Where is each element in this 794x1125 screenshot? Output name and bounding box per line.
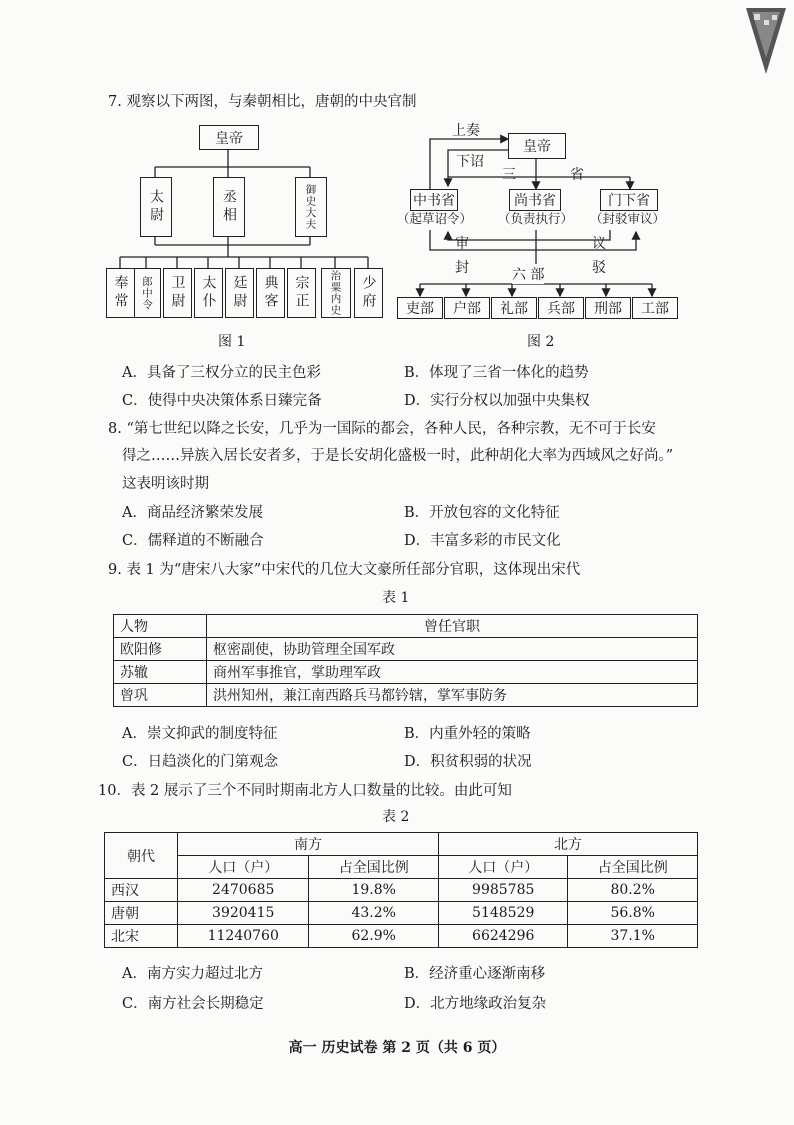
table-cell: 曾巩 [114, 684, 207, 707]
q7-option-a[interactable]: A．具备了三权分立的民主色彩 [122, 365, 321, 381]
figure-1-caption: 图 1 [218, 334, 246, 350]
fig2-liubu-label: 六 部 [512, 264, 544, 284]
table-2-header-north: 北方 [438, 833, 697, 856]
fig2-shangshu-role: （负责执行） [498, 211, 574, 226]
table-cell: 唐朝 [105, 902, 178, 925]
q9-option-d[interactable]: D．积贫积弱的状况 [404, 754, 532, 770]
question-10-stem: 10．表 2 展示了三个不同时期南北方人口数量的比较。由此可知 [98, 783, 512, 799]
fig1-minister-label: 郎中令 [141, 275, 153, 311]
table-1-title: 表 1 [382, 590, 410, 606]
table-cell: 37.1% [568, 925, 698, 948]
fig2-emperor-box: 皇帝 [508, 133, 566, 159]
fig1-chancellor-label: 丞相 [221, 189, 237, 225]
q7-option-c[interactable]: C．使得中央决策体系日臻完备 [122, 393, 322, 409]
table-1 [113, 614, 698, 707]
question-8-line-2: 得之……异族入居长安者多，于是长安胡化盛极一时，此种胡化大率为西域风之好尚。” [122, 448, 674, 464]
fig2-ministry-box: 工部 [632, 297, 678, 319]
fig2-bo-label: 驳 [592, 260, 606, 276]
q8-option-d[interactable]: D．丰富多彩的市民文化 [404, 533, 561, 549]
question-7-stem: 7. 观察以下两图，与秦朝相比，唐朝的中央官制 [108, 94, 417, 110]
table-2-header-ratio: 占全国比例 [309, 856, 439, 879]
table-1-header-cell: 曾任官职 [207, 615, 698, 638]
fig2-sheng-label: 省 [570, 167, 584, 183]
table-1-header-cell: 人物 [114, 615, 207, 638]
table-2-subheader-row [105, 856, 698, 879]
table-cell: 43.2% [309, 902, 439, 925]
fig1-minister-label: 典客 [262, 275, 279, 311]
question-8-line-1: 8. “第七世纪以降之长安，几乎为一国际的都会，各种人民，各种宗教，无不可于长安 [108, 421, 656, 437]
q7-option-b[interactable]: B．体现了三省一体化的趋势 [404, 365, 589, 381]
table-row [105, 925, 698, 948]
fig2-menxia-role: （封驳审议） [590, 211, 666, 226]
fig1-minister-label: 太仆 [200, 275, 217, 311]
table-cell: 商州军事推官，掌助理军政 [207, 661, 698, 684]
fig1-minister-label: 治粟内史 [329, 270, 342, 316]
fig1-minister-label: 奉常 [112, 275, 129, 311]
table-cell: 5148529 [438, 902, 568, 925]
fig2-zhongshu-role: （起草诏令） [397, 211, 473, 226]
table-cell: 欧阳修 [114, 638, 207, 661]
fig2-ministry-box: 礼部 [491, 297, 537, 319]
table-2-header-south: 南方 [178, 833, 439, 856]
fig2-xiazhao-label: 下诏 [456, 154, 484, 170]
q10-option-c[interactable]: C．南方社会长期稳定 [122, 996, 264, 1012]
fig2-zhongshu-group [397, 189, 473, 229]
fig2-ministry-box: 刑部 [585, 297, 631, 319]
fig2-shangzou-label: 上奏 [452, 123, 480, 139]
table-cell: 枢密副使，协助管理全国军政 [207, 638, 698, 661]
table-cell: 11240760 [178, 925, 309, 948]
table-cell: 苏辙 [114, 661, 207, 684]
q7-option-d[interactable]: D．实行分权以加强中央集权 [404, 393, 590, 409]
fig2-feng-label: 封 [455, 260, 469, 276]
fig2-shangshu-box: 尚书省 [509, 189, 561, 211]
q8-option-a[interactable]: A．商品经济繁荣发展 [122, 505, 263, 521]
fig1-minister-label: 卫尉 [169, 275, 186, 311]
fig2-ministry-box: 户部 [444, 297, 490, 319]
figure-2-connectors [0, 0, 794, 340]
q8-option-c[interactable]: C．儒释道的不断融合 [122, 533, 264, 549]
table-cell: 西汉 [105, 879, 178, 902]
fig2-ministry-box: 兵部 [538, 297, 584, 319]
q8-option-b[interactable]: B．开放包容的文化特征 [404, 505, 560, 521]
table-cell: 62.9% [309, 925, 439, 948]
fig1-censor-label: 御史大夫 [304, 184, 317, 230]
fig2-shen-label: 审 [455, 236, 469, 252]
table-cell: 2470685 [178, 879, 309, 902]
q10-option-a[interactable]: A．南方实力超过北方 [122, 966, 263, 982]
table-2-title: 表 2 [382, 809, 410, 825]
question-8-line-3: 这表明该时期 [122, 476, 209, 492]
table-2-header-pop: 人口（户） [438, 856, 568, 879]
fig1-minister-label: 少府 [360, 275, 377, 311]
fig2-zhongshu-box: 中书省 [410, 189, 458, 211]
fig1-minister-label: 宗正 [293, 275, 310, 311]
fig1-minister-label: 廷尉 [231, 275, 248, 311]
page-footer: 高一 历史试卷 第 2 页（共 6 页） [288, 1040, 506, 1056]
figure-2-caption: 图 2 [527, 334, 555, 350]
q9-option-c[interactable]: C．日趋淡化的门第观念 [122, 754, 279, 770]
table-cell: 3920415 [178, 902, 309, 925]
table-2-header-dynasty: 朝代 [105, 833, 178, 879]
fig2-ministry-box: 吏部 [397, 297, 443, 319]
table-cell: 6624296 [438, 925, 568, 948]
table-row [114, 638, 698, 661]
fig2-yi-label: 议 [592, 236, 606, 252]
fig2-shangshu-group [496, 189, 576, 229]
table-2-header-pop: 人口（户） [178, 856, 309, 879]
table-row [105, 902, 698, 925]
fig1-emperor-box: 皇帝 [199, 125, 259, 150]
table-cell: 洪州知州，兼江南西路兵马都钤辖，掌军事防务 [207, 684, 698, 707]
fig2-menxia-group [588, 189, 670, 229]
table-2-header-ratio: 占全国比例 [568, 856, 698, 879]
q10-option-d[interactable]: D．北方地缘政治复杂 [404, 996, 547, 1012]
table-row [114, 684, 698, 707]
q9-option-a[interactable]: A．崇文抑武的制度特征 [122, 726, 278, 742]
table-cell: 9985785 [438, 879, 568, 902]
table-2 [104, 832, 698, 948]
table-1-header-row [114, 615, 698, 638]
table-cell: 80.2% [568, 879, 698, 902]
fig2-menxia-box: 门下省 [600, 189, 658, 211]
question-9-stem: 9. 表 1 为“唐宋八大家”中宋代的几位大文豪所任部分官职，这体现出宋代 [108, 562, 581, 578]
table-cell: 北宋 [105, 925, 178, 948]
table-2-header-row [105, 833, 698, 856]
table-cell: 19.8% [309, 879, 439, 902]
table-row [105, 879, 698, 902]
fig1-taiwei-label: 太尉 [148, 189, 164, 225]
table-row [114, 661, 698, 684]
q10-option-b[interactable]: B．经济重心逐渐南移 [404, 966, 546, 982]
fig2-san-label: 三 [502, 167, 516, 183]
table-cell: 56.8% [568, 902, 698, 925]
q9-option-b[interactable]: B．内重外轻的策略 [404, 726, 531, 742]
